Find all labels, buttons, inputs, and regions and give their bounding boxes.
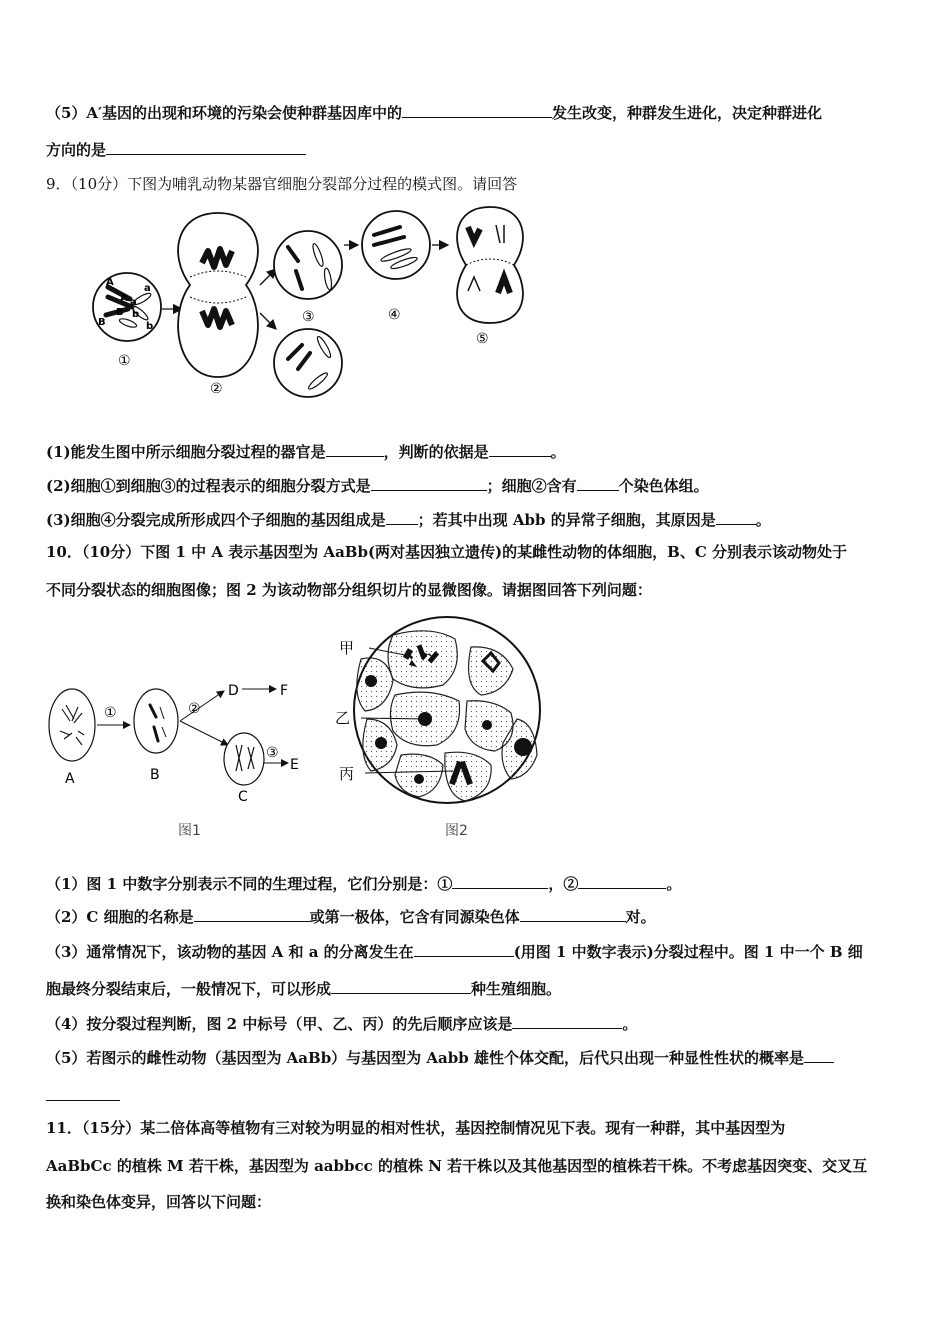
q10-1: （1）图 1 中数字分别表示不同的生理过程，它们分别是：① ，② 。: [46, 875, 682, 893]
q10-figure-2: [335, 615, 550, 845]
answer-blank[interactable]: [371, 475, 487, 491]
q10-5: （5）若图示的雌性动物（基因型为 AaBb）与基因型为 Aabb 雄性个体交配，后代只出现一种显性性状的概率是: [46, 1047, 834, 1068]
q10-3: （3）通常情况下，该动物的基因 A 和 a 的分离发生在 (用图 1 中数字表示)分裂过程中。图 1 中一个 B 细: [46, 943, 863, 961]
answer-blank[interactable]: [512, 1013, 622, 1029]
answer-blank[interactable]: [326, 441, 384, 457]
cell-5: [457, 207, 523, 347]
target-f: F: [280, 683, 289, 699]
allele-label: a: [144, 283, 151, 294]
cell-number: ③: [302, 309, 315, 325]
answer-blank[interactable]: [402, 102, 552, 118]
answer-blank[interactable]: [414, 941, 514, 957]
q10-4: （4）按分裂过程判断，图 2 中标号（甲、乙、丙）的先后顺序应该是 。: [46, 1015, 638, 1033]
figure-2-caption: 图2: [445, 823, 468, 839]
q11-header: 11．（15分）某二倍体高等植物有三对较为明显的相对性状，基因控制情况见下表。现有一种群，其中基因型为: [46, 1119, 786, 1137]
q9-cell-division-figure: [90, 205, 550, 400]
label-bing: 丙: [339, 765, 355, 783]
label-jia: 甲: [339, 639, 355, 657]
target-d: D: [228, 683, 239, 699]
allele-label: B: [98, 317, 106, 328]
label-yi: 乙: [335, 709, 351, 727]
answer-blank[interactable]: [331, 978, 471, 994]
q8-5-line2: 方向的是: [46, 139, 306, 160]
cell-1: [93, 273, 161, 369]
fig1-cell-a: [49, 689, 95, 787]
answer-blank[interactable]: [194, 906, 310, 922]
cell-label-c: C: [238, 789, 248, 805]
cell-number: ②: [210, 381, 223, 397]
allele-label: B: [116, 307, 124, 318]
answer-blank[interactable]: [520, 906, 626, 922]
allele-label: b: [132, 309, 140, 320]
q10-2: （2）C 细胞的名称是 或第一极体，它含有同源染色体 对。: [46, 908, 656, 926]
cell-number: ⑤: [476, 331, 489, 347]
fig1-cell-b: [134, 689, 178, 783]
cell-3-sister: [274, 329, 342, 397]
answer-blank[interactable]: [577, 475, 619, 491]
figure-1-caption: 图1: [178, 823, 201, 839]
step-1-label: ①: [104, 705, 117, 721]
q9-2: (2)细胞①到细胞③的过程表示的细胞分裂方式是 ；细胞②含有 个染色体组。: [46, 477, 709, 495]
cell-number: ④: [388, 307, 401, 323]
allele-label: a: [130, 297, 137, 308]
answer-blank[interactable]: [804, 1047, 834, 1063]
q9-1: (1)能发生图中所示细胞分裂过程的器官是 ，判断的依据是 。: [46, 443, 566, 461]
cell-4: [362, 211, 430, 323]
answer-blank[interactable]: [46, 1085, 120, 1101]
cell-number: ①: [118, 353, 131, 369]
q11-line3: 换和染色体变异，回答以下问题：: [46, 1193, 272, 1211]
cell-label-a: A: [65, 771, 75, 787]
fig1-cell-c: [224, 733, 264, 805]
q10-5-cont: [46, 1085, 120, 1106]
q8-5-line1: （5）A′基因的出现和环境的污染会使种群基因库中的 发生改变，种群发生进化，决定种群进化: [46, 104, 823, 122]
answer-blank[interactable]: [386, 509, 418, 525]
q9-header: 9．（10分）下图为哺乳动物某器官细胞分裂部分过程的模式图。请回答: [46, 175, 518, 193]
allele-label: A: [106, 277, 114, 288]
q10-3-cont: 胞最终分裂结束后，一般情况下，可以形成 种生殖细胞。: [46, 980, 562, 998]
answer-blank[interactable]: [452, 873, 548, 889]
answer-blank[interactable]: [716, 509, 756, 525]
allele-label: b: [146, 321, 154, 332]
q10-header2: 不同分裂状态的细胞图像；图 2 为该动物部分组织切片的显微图像。请据图回答下列问题：: [46, 581, 652, 599]
allele-label: A: [120, 293, 128, 304]
cell-3: [274, 231, 342, 325]
answer-blank[interactable]: [578, 873, 666, 889]
q11-line2: AaBbCc 的植株 M 若干株，基因型为 aabbcc 的植株 N 若干株以及其他基因型的植株若干株。不考虑基因突变、交叉互: [46, 1157, 868, 1175]
cell-label-b: B: [150, 767, 160, 783]
cell-2: [178, 213, 258, 397]
q10-header: 10．（10分）下图 1 中 A 表示基因型为 AaBb(两对基因独立遗传)的某雌性动物的体细胞，B、C 分别表示该动物处于: [46, 543, 847, 561]
target-e: E: [290, 757, 299, 773]
answer-blank[interactable]: [106, 139, 306, 155]
q9-3: (3)细胞④分裂完成所形成四个子细胞的基因组成是 ；若其中出现 Abb 的异常子细胞，其原因是 。: [46, 511, 771, 529]
answer-blank[interactable]: [489, 441, 551, 457]
step-3-label: ③: [266, 745, 279, 761]
step-2-label: ②: [188, 701, 201, 717]
q10-figure-1: [44, 675, 314, 845]
